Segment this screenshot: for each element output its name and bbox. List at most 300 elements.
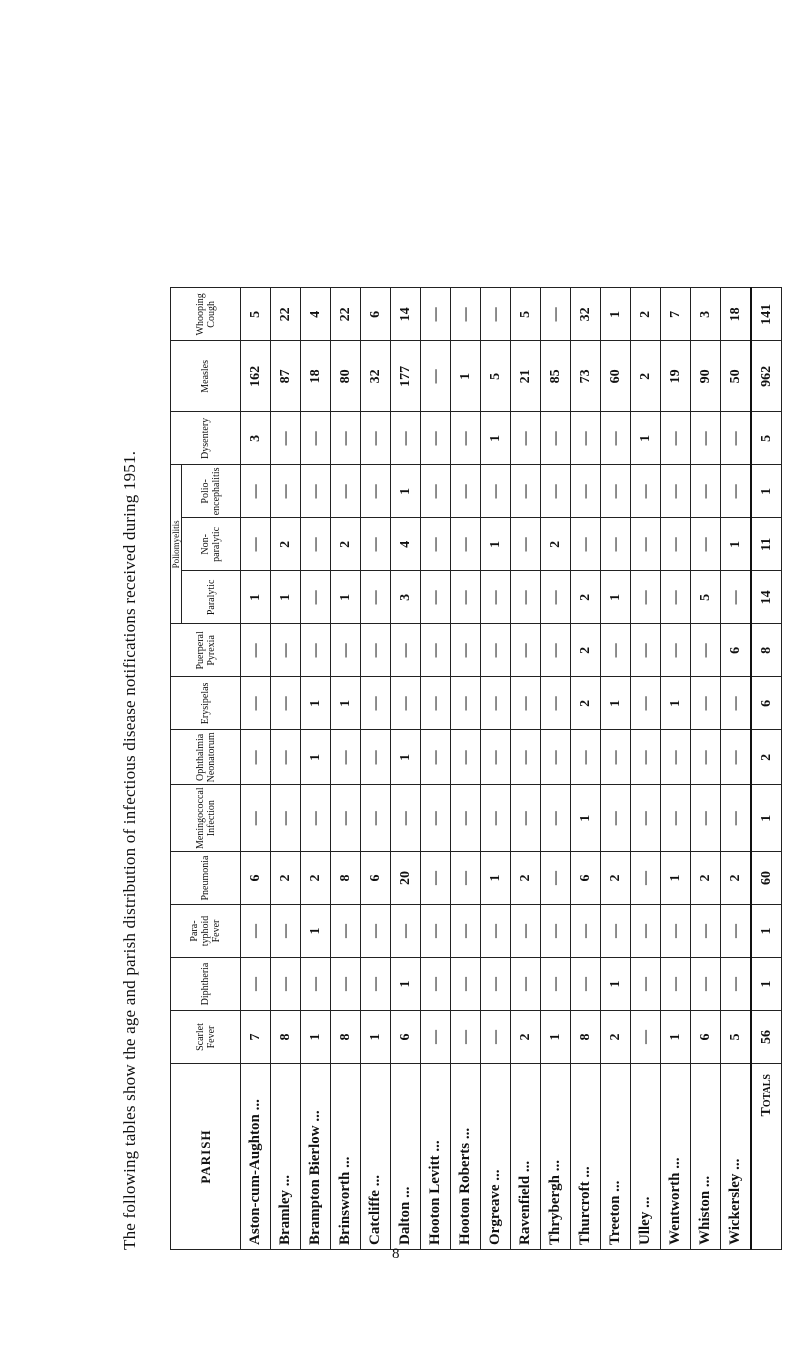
cell-value: — bbox=[481, 785, 511, 852]
total-value: 11 bbox=[751, 518, 782, 571]
cell-value: — bbox=[451, 465, 481, 518]
totals-row bbox=[751, 288, 782, 1250]
cell-value: — bbox=[511, 958, 541, 1011]
cell-value: — bbox=[571, 958, 601, 1011]
total-value: 1 bbox=[751, 958, 782, 1011]
cell-value: — bbox=[691, 730, 721, 785]
cell-value: — bbox=[481, 624, 511, 677]
cell-value: — bbox=[541, 958, 571, 1011]
parish-name: Thrybergh ... bbox=[541, 1064, 571, 1250]
cell-value: 1 bbox=[541, 1011, 571, 1064]
cell-value: — bbox=[271, 958, 301, 1011]
cell-value: — bbox=[421, 730, 451, 785]
cell-value: — bbox=[241, 785, 271, 852]
cell-value: 5 bbox=[241, 288, 271, 341]
table-row bbox=[571, 288, 601, 1250]
cell-value: 1 bbox=[331, 677, 361, 730]
parish-name: Ulley ... bbox=[631, 1064, 661, 1250]
cell-value: — bbox=[721, 958, 752, 1011]
total-value: 14 bbox=[751, 571, 782, 624]
cell-value: — bbox=[271, 465, 301, 518]
cell-value: — bbox=[331, 958, 361, 1011]
cell-value: 19 bbox=[661, 341, 691, 412]
table-row bbox=[721, 288, 752, 1250]
cell-value: — bbox=[361, 785, 391, 852]
table-row bbox=[451, 288, 481, 1250]
cell-value: — bbox=[541, 412, 571, 465]
cell-value: — bbox=[511, 624, 541, 677]
col-para-typhoid: Para-typhoid Fever bbox=[171, 905, 241, 958]
cell-value: — bbox=[451, 852, 481, 905]
table-row bbox=[421, 288, 451, 1250]
cell-value: 1 bbox=[571, 785, 601, 852]
cell-value: — bbox=[721, 571, 752, 624]
cell-value: 18 bbox=[301, 341, 331, 412]
cell-value: — bbox=[661, 785, 691, 852]
total-value: 1 bbox=[751, 785, 782, 852]
cell-value: 162 bbox=[241, 341, 271, 412]
total-value: 8 bbox=[751, 624, 782, 677]
cell-value: — bbox=[241, 958, 271, 1011]
cell-value: 5 bbox=[481, 341, 511, 412]
parish-name: Wickersley ... bbox=[721, 1064, 752, 1250]
cell-value: 2 bbox=[571, 677, 601, 730]
col-ophthalmia: Ophthalmia Neonatorum bbox=[171, 730, 241, 785]
parish-name: Treeton ... bbox=[601, 1064, 631, 1250]
parish-name: Brampton Bierlow ... bbox=[301, 1064, 331, 1250]
cell-value: — bbox=[631, 465, 661, 518]
cell-value: — bbox=[271, 785, 301, 852]
cell-value: 177 bbox=[391, 341, 421, 412]
cell-value: — bbox=[361, 730, 391, 785]
cell-value: — bbox=[271, 677, 301, 730]
parish-name: Catcliffe ... bbox=[361, 1064, 391, 1250]
table-row bbox=[241, 288, 271, 1250]
cell-value: — bbox=[661, 958, 691, 1011]
cell-value: 60 bbox=[601, 341, 631, 412]
table-row bbox=[691, 288, 721, 1250]
totals-label: Totals bbox=[751, 1064, 782, 1250]
cell-value: — bbox=[361, 412, 391, 465]
cell-value: — bbox=[511, 412, 541, 465]
cell-value: — bbox=[301, 785, 331, 852]
cell-value: 2 bbox=[301, 852, 331, 905]
cell-value: — bbox=[481, 571, 511, 624]
cell-value: 14 bbox=[391, 288, 421, 341]
cell-value: — bbox=[631, 852, 661, 905]
cell-value: 4 bbox=[391, 518, 421, 571]
cell-value: — bbox=[301, 624, 331, 677]
cell-value: 2 bbox=[691, 852, 721, 905]
table-row bbox=[541, 288, 571, 1250]
cell-value: — bbox=[481, 905, 511, 958]
cell-value: 8 bbox=[271, 1011, 301, 1064]
cell-value: — bbox=[271, 412, 301, 465]
parish-name: Whiston ... bbox=[691, 1064, 721, 1250]
cell-value: 1 bbox=[631, 412, 661, 465]
cell-value: 2 bbox=[511, 852, 541, 905]
cell-value: 1 bbox=[481, 852, 511, 905]
cell-value: 1 bbox=[301, 905, 331, 958]
cell-value: — bbox=[421, 677, 451, 730]
cell-value: 1 bbox=[391, 958, 421, 1011]
cell-value: 2 bbox=[571, 571, 601, 624]
cell-value: — bbox=[601, 518, 631, 571]
cell-value: 2 bbox=[271, 518, 301, 571]
polio-group-header: Poliomyelitis bbox=[171, 465, 182, 624]
cell-value: 5 bbox=[691, 571, 721, 624]
cell-value: 1 bbox=[661, 677, 691, 730]
cell-value: — bbox=[331, 730, 361, 785]
cell-value: — bbox=[511, 905, 541, 958]
cell-value: — bbox=[241, 465, 271, 518]
cell-value: — bbox=[481, 1011, 511, 1064]
cell-value: 2 bbox=[331, 518, 361, 571]
cell-value: — bbox=[361, 571, 391, 624]
cell-value: 6 bbox=[241, 852, 271, 905]
cell-value: — bbox=[691, 518, 721, 571]
cell-value: 50 bbox=[721, 341, 752, 412]
landscape-content bbox=[115, 125, 800, 1360]
cell-value: — bbox=[631, 785, 661, 852]
parish-header: PARISH bbox=[171, 1064, 241, 1250]
cell-value: — bbox=[391, 677, 421, 730]
cell-value: 1 bbox=[481, 518, 511, 571]
cell-value: — bbox=[241, 624, 271, 677]
cell-value: — bbox=[241, 518, 271, 571]
cell-value: 1 bbox=[481, 412, 511, 465]
cell-value: — bbox=[541, 730, 571, 785]
cell-value: — bbox=[331, 624, 361, 677]
total-value: 962 bbox=[751, 341, 782, 412]
cell-value: — bbox=[421, 288, 451, 341]
cell-value: — bbox=[571, 518, 601, 571]
cell-value: 1 bbox=[601, 571, 631, 624]
cell-value: — bbox=[391, 412, 421, 465]
parish-name: Dalton ... bbox=[391, 1064, 421, 1250]
parish-name: Orgreave ... bbox=[481, 1064, 511, 1250]
parish-name: Hooton Levitt ... bbox=[421, 1064, 451, 1250]
cell-value: — bbox=[541, 624, 571, 677]
table-row bbox=[631, 288, 661, 1250]
cell-value: — bbox=[451, 958, 481, 1011]
cell-value: 8 bbox=[571, 1011, 601, 1064]
cell-value: 2 bbox=[511, 1011, 541, 1064]
cell-value: — bbox=[661, 730, 691, 785]
cell-value: 85 bbox=[541, 341, 571, 412]
cell-value: — bbox=[571, 412, 601, 465]
cell-value: — bbox=[271, 730, 301, 785]
cell-value: — bbox=[301, 465, 331, 518]
cell-value: 1 bbox=[391, 730, 421, 785]
cell-value: 22 bbox=[271, 288, 301, 341]
cell-value: 6 bbox=[571, 852, 601, 905]
cell-value: 3 bbox=[241, 412, 271, 465]
cell-value: 3 bbox=[691, 288, 721, 341]
cell-value: — bbox=[331, 905, 361, 958]
cell-value: — bbox=[691, 677, 721, 730]
cell-value: — bbox=[541, 905, 571, 958]
cell-value: — bbox=[631, 1011, 661, 1064]
table-row bbox=[301, 288, 331, 1250]
cell-value: 4 bbox=[301, 288, 331, 341]
cell-value: 18 bbox=[721, 288, 752, 341]
cell-value: — bbox=[691, 785, 721, 852]
cell-value: 5 bbox=[511, 288, 541, 341]
page-title: The following tables show the age and parish distribution of infectious disease notifications received during 1951. bbox=[120, 450, 139, 1250]
cell-value: — bbox=[691, 958, 721, 1011]
cell-value: — bbox=[601, 412, 631, 465]
parish-name: Brinsworth ... bbox=[331, 1064, 361, 1250]
cell-value: — bbox=[511, 677, 541, 730]
cell-value: 1 bbox=[451, 341, 481, 412]
cell-value: — bbox=[661, 905, 691, 958]
cell-value: — bbox=[331, 412, 361, 465]
cell-value: — bbox=[451, 571, 481, 624]
col-diphtheria: Diphtheria bbox=[171, 958, 241, 1011]
col-whooping-cough: Whooping Cough bbox=[171, 288, 241, 341]
cell-value: 6 bbox=[691, 1011, 721, 1064]
cell-value: 2 bbox=[541, 518, 571, 571]
cell-value: — bbox=[361, 518, 391, 571]
table-row bbox=[361, 288, 391, 1250]
cell-value: 1 bbox=[601, 958, 631, 1011]
cell-value: — bbox=[631, 677, 661, 730]
cell-value: 1 bbox=[391, 465, 421, 518]
cell-value: — bbox=[421, 341, 451, 412]
cell-value: — bbox=[541, 852, 571, 905]
cell-value: 6 bbox=[361, 852, 391, 905]
cell-value: — bbox=[421, 465, 451, 518]
col-meningococcal: Meningococcal Infection bbox=[171, 785, 241, 852]
cell-value: — bbox=[361, 465, 391, 518]
cell-value: 1 bbox=[361, 1011, 391, 1064]
cell-value: 32 bbox=[571, 288, 601, 341]
cell-value: — bbox=[391, 785, 421, 852]
cell-value: — bbox=[301, 412, 331, 465]
parish-name: Hooton Roberts ... bbox=[451, 1064, 481, 1250]
cell-value: 21 bbox=[511, 341, 541, 412]
cell-value: 1 bbox=[721, 518, 752, 571]
cell-value: 1 bbox=[301, 677, 331, 730]
cell-value: — bbox=[391, 624, 421, 677]
cell-value: 8 bbox=[331, 1011, 361, 1064]
cell-value: 1 bbox=[661, 852, 691, 905]
total-value: 6 bbox=[751, 677, 782, 730]
rotated-page bbox=[10, 40, 800, 1250]
cell-value: — bbox=[691, 412, 721, 465]
cell-value: — bbox=[361, 677, 391, 730]
cell-value: 1 bbox=[271, 571, 301, 624]
cell-value: — bbox=[451, 677, 481, 730]
cell-value: 2 bbox=[631, 288, 661, 341]
col-paralytic: Paralytic bbox=[182, 571, 241, 624]
cell-value: 80 bbox=[331, 341, 361, 412]
cell-value: — bbox=[421, 412, 451, 465]
cell-value: 1 bbox=[331, 571, 361, 624]
cell-value: — bbox=[721, 730, 752, 785]
cell-value: 2 bbox=[721, 852, 752, 905]
total-value: 56 bbox=[751, 1011, 782, 1064]
cell-value: 2 bbox=[631, 341, 661, 412]
col-dysentery: Dysentery bbox=[171, 412, 241, 465]
table-body bbox=[241, 288, 782, 1250]
cell-value: 6 bbox=[391, 1011, 421, 1064]
table-row bbox=[331, 288, 361, 1250]
cell-value: 1 bbox=[601, 288, 631, 341]
table-row bbox=[601, 288, 631, 1250]
cell-value: 1 bbox=[661, 1011, 691, 1064]
cell-value: 32 bbox=[361, 341, 391, 412]
cell-value: — bbox=[301, 571, 331, 624]
cell-value: 5 bbox=[721, 1011, 752, 1064]
cell-value: 1 bbox=[601, 677, 631, 730]
total-value: 1 bbox=[751, 465, 782, 518]
cell-value: — bbox=[271, 624, 301, 677]
cell-value: 2 bbox=[601, 1011, 631, 1064]
col-polio-encephalitis: Polio-encephalitis bbox=[182, 465, 241, 518]
cell-value: — bbox=[511, 571, 541, 624]
parish-name: Aston-cum-Aughton ... bbox=[241, 1064, 271, 1250]
cell-value: — bbox=[421, 958, 451, 1011]
cell-value: — bbox=[421, 905, 451, 958]
cell-value: 73 bbox=[571, 341, 601, 412]
cell-value: — bbox=[721, 905, 752, 958]
cell-value: — bbox=[331, 785, 361, 852]
cell-value: — bbox=[451, 624, 481, 677]
cell-value: — bbox=[631, 518, 661, 571]
cell-value: — bbox=[661, 465, 691, 518]
total-value: 2 bbox=[751, 730, 782, 785]
cell-value: — bbox=[691, 624, 721, 677]
cell-value: — bbox=[661, 518, 691, 571]
cell-value: — bbox=[421, 518, 451, 571]
cell-value: — bbox=[481, 730, 511, 785]
cell-value: — bbox=[241, 905, 271, 958]
cell-value: 7 bbox=[241, 1011, 271, 1064]
cell-value: 90 bbox=[691, 341, 721, 412]
cell-value: 2 bbox=[571, 624, 601, 677]
cell-value: — bbox=[511, 785, 541, 852]
cell-value: — bbox=[241, 730, 271, 785]
cell-value: — bbox=[631, 905, 661, 958]
col-erysipelas: Erysipelas bbox=[171, 677, 241, 730]
cell-value: — bbox=[511, 730, 541, 785]
cell-value: — bbox=[511, 518, 541, 571]
table-row bbox=[661, 288, 691, 1250]
cell-value: 8 bbox=[331, 852, 361, 905]
cell-value: — bbox=[421, 624, 451, 677]
cell-value: 3 bbox=[391, 571, 421, 624]
cell-value: — bbox=[331, 465, 361, 518]
cell-value: — bbox=[451, 730, 481, 785]
cell-value: — bbox=[601, 785, 631, 852]
total-value: 1 bbox=[751, 905, 782, 958]
cell-value: — bbox=[721, 785, 752, 852]
cell-value: — bbox=[541, 677, 571, 730]
cell-value: — bbox=[241, 677, 271, 730]
col-measles: Measles bbox=[171, 341, 241, 412]
cell-value: — bbox=[601, 465, 631, 518]
cell-value: — bbox=[721, 677, 752, 730]
cell-value: — bbox=[541, 785, 571, 852]
cell-value: — bbox=[631, 624, 661, 677]
cell-value: — bbox=[571, 730, 601, 785]
cell-value: — bbox=[691, 465, 721, 518]
cell-value: — bbox=[361, 905, 391, 958]
col-puerperal-pyrexia: Puerperal Pyrexia bbox=[171, 624, 241, 677]
total-value: 60 bbox=[751, 852, 782, 905]
table-row bbox=[481, 288, 511, 1250]
cell-value: — bbox=[691, 905, 721, 958]
cell-value: — bbox=[421, 571, 451, 624]
cell-value: — bbox=[571, 465, 601, 518]
cell-value: — bbox=[541, 288, 571, 341]
header-row-group bbox=[171, 288, 182, 1250]
cell-value: — bbox=[571, 905, 601, 958]
cell-value: 20 bbox=[391, 852, 421, 905]
cell-value: — bbox=[301, 518, 331, 571]
cell-value: — bbox=[481, 288, 511, 341]
cell-value: 87 bbox=[271, 341, 301, 412]
cell-value: 1 bbox=[301, 1011, 331, 1064]
parish-name: Bramley ... bbox=[271, 1064, 301, 1250]
cell-value: — bbox=[361, 958, 391, 1011]
col-pneumonia: Pneumonia bbox=[171, 852, 241, 905]
cell-value: — bbox=[451, 905, 481, 958]
cell-value: 2 bbox=[601, 852, 631, 905]
total-value: 5 bbox=[751, 412, 782, 465]
cell-value: 2 bbox=[271, 852, 301, 905]
cell-value: — bbox=[631, 571, 661, 624]
cell-value: — bbox=[631, 730, 661, 785]
cell-value: — bbox=[481, 958, 511, 1011]
total-value: 141 bbox=[751, 288, 782, 341]
cell-value: — bbox=[451, 518, 481, 571]
col-non-paralytic: Non-paralytic bbox=[182, 518, 241, 571]
cell-value: — bbox=[541, 465, 571, 518]
cell-value: — bbox=[721, 465, 752, 518]
cell-value: — bbox=[601, 730, 631, 785]
cell-value: — bbox=[631, 958, 661, 1011]
cell-value: — bbox=[601, 905, 631, 958]
parish-name: Thurcroft ... bbox=[571, 1064, 601, 1250]
cell-value: 6 bbox=[721, 624, 752, 677]
page-number: 8 bbox=[392, 1246, 400, 1262]
cell-value: 6 bbox=[361, 288, 391, 341]
cell-value: — bbox=[271, 905, 301, 958]
cell-value: — bbox=[451, 785, 481, 852]
parish-name: Wentworth ... bbox=[661, 1064, 691, 1250]
cell-value: — bbox=[481, 677, 511, 730]
cell-value: — bbox=[721, 412, 752, 465]
cell-value: — bbox=[421, 852, 451, 905]
cell-value: 22 bbox=[331, 288, 361, 341]
cell-value: 1 bbox=[301, 730, 331, 785]
cell-value: — bbox=[601, 624, 631, 677]
table-row bbox=[391, 288, 421, 1250]
cell-value: — bbox=[421, 1011, 451, 1064]
table-row bbox=[271, 288, 301, 1250]
parish-name: Ravenfield ... bbox=[511, 1064, 541, 1250]
cell-value: — bbox=[661, 412, 691, 465]
cell-value: — bbox=[541, 571, 571, 624]
cell-value: — bbox=[451, 1011, 481, 1064]
cell-value: 1 bbox=[241, 571, 271, 624]
cell-value: 7 bbox=[661, 288, 691, 341]
cell-value: — bbox=[661, 624, 691, 677]
table-row bbox=[511, 288, 541, 1250]
